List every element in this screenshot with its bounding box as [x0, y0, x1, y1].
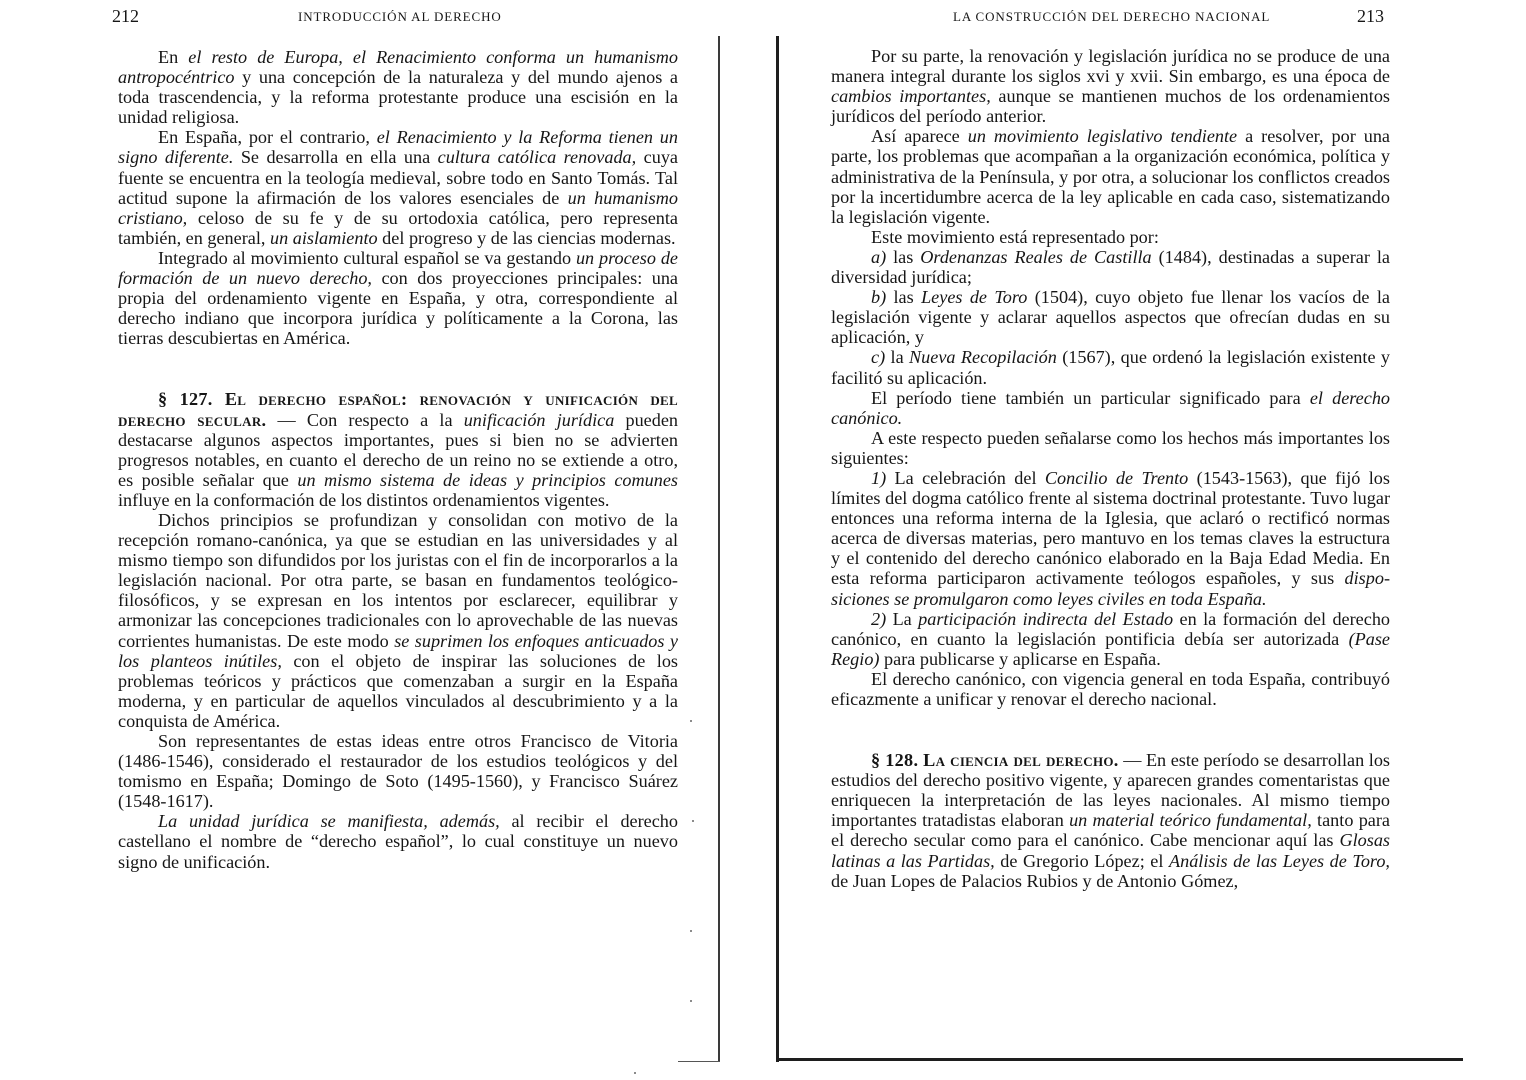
paragraph	[118, 731, 678, 811]
scan-speck	[690, 930, 692, 932]
text-run: Así aparece	[871, 126, 968, 147]
text-run: influye en la conformación de los distintos ordenamientos vigentes.	[118, 489, 610, 510]
italic-run: La unidad jurídica se manifiesta, además,	[158, 811, 500, 832]
text-run: tanto para el derecho secular como para el canónico. Cabe mencionar aquí las	[831, 810, 1391, 851]
text-run: con dos proyecciones principales: una propia del ordenamiento vigente en España, y otra, correspondiente al derecho indiano que incorpora jurídica y políticamente a la Corona, las tierras descubiertas en América.	[118, 268, 679, 349]
page-number-left: 212	[112, 6, 139, 26]
text-run: al recibir el derecho castellano el nombre de “derecho español”, lo cual constituye un nuevo signo de unificación.	[118, 811, 678, 872]
italic-run: un mismo sistema de ideas y principios comunes	[297, 469, 678, 490]
page-number-right: 213	[1357, 6, 1384, 26]
italic-run: Análisis de las Leyes de Toro,	[1169, 850, 1390, 871]
italic-run: b)	[871, 287, 887, 308]
text-run: Son representantes de estas ideas entre otros Francisco de Vitoria (1486-1546), considerado el restaurador de los estudios teológicos y del tomismo en España; Domingo de Soto (1495-1560), y Francisco Suárez (1548-1617).	[118, 731, 678, 812]
text-run: (1543-1563), que fijó los límites del dogma católico frente al sistema doctrinal protestante. Tuvo lugar entonces una reforma interna de la Iglesia, que aclaró o rectificó normas acerca de diversas materias, pero mantuvo en los temas claves la estructura y el contenido del derecho canónico elaborado en la Baja Edad Media. En esta reforma participaron activamente teólogos españoles, y sus	[831, 467, 1390, 589]
list-item	[831, 247, 1390, 287]
left-text-block	[118, 47, 678, 872]
text-run: y una concepción de la naturaleza y del mundo ajenos a toda trascendencia, y la reforma protestante produce una escisión en la unidad religiosa.	[118, 67, 678, 128]
text-run: El período tiene también un particular significado para	[871, 387, 1310, 408]
paragraph	[831, 227, 1390, 247]
text-run: A este respecto pueden señalarse como los hechos más importantes los siguientes:	[831, 427, 1390, 468]
list-item	[831, 287, 1390, 347]
italic-run: el derecho canónico.	[831, 387, 1391, 428]
list-item	[831, 609, 1390, 669]
italic-run: Ordenanzas Reales de Castilla	[920, 246, 1152, 267]
gutter-edge-left	[718, 36, 720, 1062]
text-run: en la formación del derecho canónico, en cuanto la legislación pontificia debía ser autorizada	[831, 608, 1391, 649]
paragraph	[118, 811, 678, 871]
italic-run: Leyes de Toro	[921, 287, 1028, 308]
italic-run: el resto de Europa, el Renacimiento conforma un humanismo antropocéntrico	[118, 47, 678, 88]
bottom-rule	[779, 1058, 1463, 1061]
text-run: para publicarse y aplicarse en España.	[879, 648, 1161, 669]
paragraph	[831, 46, 1390, 126]
text-run: — En este período se desarrollan los estudios del derecho positivo vigente, y aparecen grandes comentaristas que enriquecen la interpretación de las leyes nacionales. Al mismo tiempo importantes tratadistas elaboran	[831, 750, 1390, 831]
text-run: — Con respecto a la	[266, 409, 464, 430]
paragraph	[118, 248, 678, 348]
italic-run: 2)	[871, 608, 887, 629]
section-heading: § 128. La ciencia del derecho.	[871, 750, 1119, 771]
text-run: de Juan Lopes de Palacios Rubios y de Antonio Gómez,	[831, 870, 1239, 891]
text-run: las	[886, 287, 922, 308]
italic-run: (Pase Regio)	[831, 628, 1390, 669]
italic-run: se suprimen los enfoques anticuados y los planteos inútiles,	[118, 630, 678, 671]
text-run: aunque se mantienen muchos de los ordenamientos jurídicos del período anterior.	[831, 86, 1390, 127]
text-run: (1484), destinadas a superar la diversidad jurídica;	[831, 246, 1390, 288]
running-head-right: LA CONSTRUCCIÓN DEL DERECHO NACIONAL	[953, 9, 1271, 24]
section-127-paragraph	[118, 389, 678, 510]
italic-run: el Renacimiento y la Reforma tienen un signo diferente.	[118, 127, 678, 168]
scan-speck	[690, 1000, 692, 1002]
paragraph	[118, 127, 678, 248]
italic-run: Concilio de Trento	[1044, 467, 1189, 488]
text-run: Por su parte, la renovación y legislación jurídica no se produce de una manera integral durante los siglos xvi y xvii. Sin embargo, es una época de	[831, 46, 1390, 87]
italic-run: un proceso de formación de un nuevo derecho,	[118, 247, 678, 289]
right-text-block	[831, 46, 1390, 891]
italic-run: c)	[871, 347, 886, 368]
italic-run: un movimiento legislativo tendiente	[967, 126, 1238, 147]
italic-run: Nueva Recopilación	[909, 347, 1057, 368]
paragraph	[118, 510, 678, 731]
text-run: cuya fuente se encuentra en la teología medieval, sobre todo en Santo Tomás. Tal actitud supone la afirmación de los valores esenciales de	[118, 147, 678, 208]
list-item	[831, 468, 1390, 609]
italic-run: 1)	[871, 467, 887, 488]
italic-run: cambios importantes,	[831, 86, 991, 107]
italic-run: participación indirecta del Estado	[918, 608, 1174, 629]
text-run: En España, por el contrario,	[158, 127, 377, 148]
scan-speck	[692, 820, 694, 822]
list-item	[831, 347, 1390, 387]
paragraph	[831, 126, 1390, 226]
italic-run: unificación jurídica	[463, 409, 615, 430]
italic-run: un humanismo cristiano,	[118, 187, 678, 228]
section-128-paragraph	[831, 750, 1390, 891]
text-run: La celebración del	[886, 467, 1045, 488]
text-run: (1567), que ordenó la legislación existente y facilitó su aplicación.	[831, 347, 1390, 388]
gutter-foot-mark	[678, 1061, 720, 1062]
running-head-left: INTRODUCCIÓN AL DERECHO	[298, 9, 502, 24]
text-run: Dichos principios se profundizan y consolidan con motivo de la recepción romano-canónica, ya que se estudian en las universidades y al mismo tiempo son difundidos por los juristas con el fin de incorporarlos a la legislación nacional. Por otra parte, se basan en fundamentos teológico-filosóficos, y se expresan en los intentos por esclarecer, equilibrar y armonizar las concepciones tradicionales con lo aprovechable de las nuevas corrientes humanistas. De este modo	[118, 509, 678, 651]
text-run: Se desarrolla en ella una	[233, 147, 438, 168]
section-heading: § 127. El derecho español: renovación y unificación del derecho secular.	[118, 389, 678, 430]
italic-run: disposiciones se promulgaron como leyes civiles en toda España.	[831, 568, 1390, 609]
italic-run: cultura católica renovada,	[437, 147, 637, 168]
text-run: (1504), cuyo objeto fue llenar los vacíos de la legislación vigente y aclarar aquellos aspectos que ofrecían dudas en su aplicación, y	[831, 287, 1390, 348]
right-page	[763, 0, 1526, 1080]
paragraph	[118, 47, 678, 127]
paragraph	[831, 388, 1390, 428]
italic-run: un material teórico fundamental,	[1069, 810, 1312, 831]
text-run: con el objeto de inspirar las soluciones de los problemas teóricos y prácticos que comenzaban a surgir en la España moderna, y en particular de aquellos vinculados al descubrimiento y a la conquista de América.	[118, 650, 679, 731]
left-page	[0, 0, 760, 1080]
text-run: las	[886, 246, 921, 267]
text-run: del progreso y de las ciencias modernas.	[377, 227, 676, 248]
italic-run: Glosas latinas a las Partidas,	[831, 830, 1390, 871]
gutter-edge-right	[776, 36, 779, 1062]
text-run: La	[886, 608, 919, 629]
text-run: Integrado al movimiento cultural español se va gestando	[158, 247, 576, 268]
text-run: a resolver, por una parte, los problemas que acompañan a la organización económica, política y administrativa de la Península, y por otra, a solucionar los conflictos creados por la incertidumbre acerca de la ley aplicable en cada caso, sistematizando la legislación vigente.	[831, 126, 1390, 227]
text-run: pueden destacarse algunos aspectos importantes, pues si bien no se advierten progresos notables, en cuanto el derecho de un reino no se extiende a otro, es posible señalar que	[118, 409, 678, 490]
scan-speck	[634, 1072, 636, 1074]
text-run: En	[158, 47, 189, 67]
text-run: celoso de su fe y de su ortodoxia católica, pero representa también, en general,	[118, 207, 678, 248]
text-run: El derecho canónico, con vigencia general en toda España, contribuyó eficazmente a unificar y renovar el derecho nacional.	[831, 668, 1390, 709]
text-run: la	[885, 347, 910, 368]
text-run: de Gregorio López; el	[994, 850, 1169, 871]
italic-run: a)	[871, 246, 887, 267]
paragraph	[831, 669, 1390, 709]
italic-run: un aislamiento	[270, 227, 378, 248]
scan-speck	[690, 720, 692, 722]
text-run: Este movimiento está representado por:	[871, 226, 1159, 247]
paragraph	[831, 428, 1390, 468]
